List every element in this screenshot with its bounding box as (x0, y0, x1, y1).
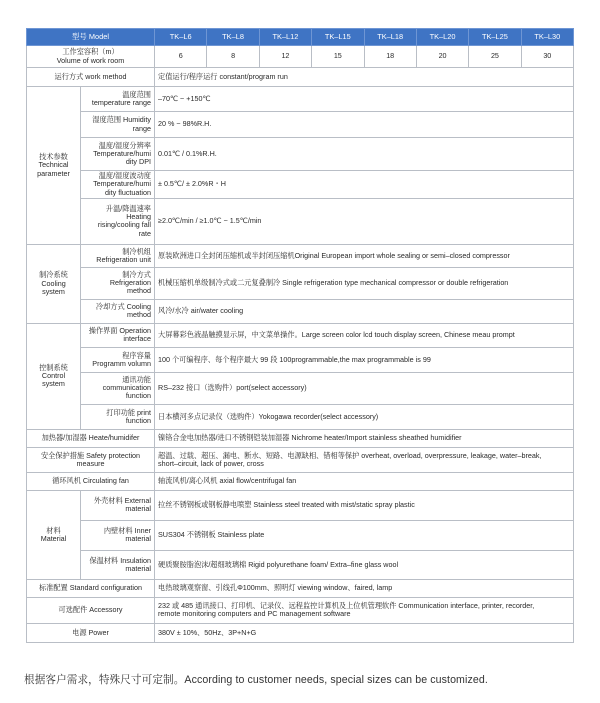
material-row (27, 550, 574, 579)
volume-value-cell: 8 (207, 46, 259, 68)
material-param-value: 拉丝不锈钢板或钢板静电喷塑 Stainless steel treated with mist/static spray plastic (155, 490, 574, 520)
technical-group-label: 技术参数 Technical parameter (27, 87, 81, 245)
volume-value-cell: 20 (416, 46, 468, 68)
optional-value: 232 或 485 通讯接口、打印机、记录仪、远程监控计算机及上位机管理软件 Communication interface, printer, recorder, remote monitoring computers and PC management software (155, 597, 574, 623)
material-row (27, 520, 574, 550)
model-header-cell: TK–L8 (207, 29, 259, 46)
control-param-label: 通讯功能 communication function (81, 372, 155, 404)
model-header-cell: TK–L25 (469, 29, 521, 46)
safety-label: 安全保护措施 Safety protection measure (27, 447, 155, 472)
material-param-value: 硬质聚胺脂泡沫/超细玻璃棉 Rigid polyurethane foam/ Extra–fine glass wool (155, 550, 574, 579)
technical-param-value: 0.01℃ / 0.1%R.H. (155, 138, 574, 171)
volume-value-cell: 6 (155, 46, 207, 68)
technical-row (27, 171, 574, 199)
run-method-row (27, 68, 574, 87)
technical-param-value: 20 % ~ 98%R.H. (155, 112, 574, 138)
customization-footnote: 根据客户需求，特殊尺寸可定制。According to customer needs, special sizes can be customized. (24, 674, 488, 686)
heater-value: 镍铬合金电加热器/进口不锈钢铠装加湿器 Nichrome heater/Import stainless sheathed humidifier (155, 429, 574, 447)
volume-row (27, 46, 574, 68)
safety-value: 超温、过载、超压、漏电、断水、短路、电源缺相、错相等保护 overheat, overload, overpressure, leakage, water–break, short–circuit, lack of power, cross (155, 447, 574, 472)
cooling-param-value: 风冷/水冷 air/water cooling (155, 299, 574, 323)
standard-label: 标准配置 Standard configuration (27, 579, 155, 597)
material-param-value: SUS304 不锈钢板 Stainless plate (155, 520, 574, 550)
cooling-param-label: 冷却方式 Cooling method (81, 299, 155, 323)
cooling-param-label: 制冷机组 Refrigeration unit (81, 244, 155, 267)
model-header-cell: TK–L20 (416, 29, 468, 46)
run-method-value: 定值运行/程序运行 constant/program run (155, 68, 574, 87)
heater-row (27, 429, 574, 447)
technical-param-value: ± 0.5℃/ ± 2.0%R・H (155, 171, 574, 199)
cooling-row (27, 267, 574, 299)
model-header-label: 型号 Model (27, 29, 155, 46)
control-param-value: 日本横河多点记录仪（选购件）Yokogawa recorder(select accessory) (155, 404, 574, 429)
header-row (27, 29, 574, 46)
spec-table (26, 28, 574, 643)
power-label: 电源 Power (27, 623, 155, 642)
power-row (27, 623, 574, 642)
cooling-param-value: 原装欧洲进口全封闭压缩机或半封闭压缩机Original European import whole sealing or semi–closed compressor (155, 244, 574, 267)
optional-row (27, 597, 574, 623)
volume-value-cell: 18 (364, 46, 416, 68)
material-param-label: 内壁材料 Inner material (81, 520, 155, 550)
technical-row (27, 198, 574, 244)
fan-value: 轴流风机/离心风机 axial flow/centrifugal fan (155, 472, 574, 490)
control-param-label: 打印功能 print function (81, 404, 155, 429)
technical-param-label: 温度/湿度波动度 Temperature/humi dity fluctuation (81, 171, 155, 199)
control-row (27, 347, 574, 372)
technical-param-label: 温度范围 temperature range (81, 87, 155, 112)
control-param-label: 程序容量 Programm volumn (81, 347, 155, 372)
fan-row (27, 472, 574, 490)
optional-label: 可选配件 Accessory (27, 597, 155, 623)
control-param-value: 100 个可编程序、每个程序最大 99 段 100programmable,the max programmable is 99 (155, 347, 574, 372)
model-header-cell: TK–L18 (364, 29, 416, 46)
cooling-group-label: 制冷系统 Cooling system (27, 244, 81, 323)
technical-param-value: ≥2.0℃/min / ≥1.0℃ ~ 1.5℃/min (155, 198, 574, 244)
cooling-row (27, 244, 574, 267)
material-param-label: 保温材料 Insulation material (81, 550, 155, 579)
technical-param-label: 湿度范围 Humidity range (81, 112, 155, 138)
volume-value-cell: 15 (312, 46, 364, 68)
technical-param-label: 温度/湿度分辨率 Temperature/humi dity DPI (81, 138, 155, 171)
standard-value: 电热玻璃观察窗、引线孔Φ100mm、照明灯 viewing window、faired, lamp (155, 579, 574, 597)
power-value: 380V ± 10%、50Hz、3P+N+G (155, 623, 574, 642)
control-row (27, 404, 574, 429)
cooling-param-label: 制冷方式 Refrigeration method (81, 267, 155, 299)
control-param-value: 大屏幕彩色液晶触摸显示屏，中文菜单操作。Large screen color lcd touch display screen, Chinese meau prompt (155, 323, 574, 347)
technical-row (27, 87, 574, 112)
model-header-cell: TK–L15 (312, 29, 364, 46)
material-row (27, 490, 574, 520)
control-row (27, 323, 574, 347)
heater-label: 加热器/加湿器 Heate/humidifer (27, 429, 155, 447)
cooling-param-value: 机械压缩机单级制冷式或二元复叠制冷 Single refrigeration type mechanical compressor or double refrigeration (155, 267, 574, 299)
model-header-cell: TK–L12 (259, 29, 311, 46)
control-row (27, 372, 574, 404)
material-param-label: 外壳材料 External material (81, 490, 155, 520)
standard-row (27, 579, 574, 597)
control-param-value: RS–232 接口（选购件）port(select accessory) (155, 372, 574, 404)
volume-value-cell: 30 (521, 46, 573, 68)
control-param-label: 操作界面 Operation interface (81, 323, 155, 347)
technical-row (27, 112, 574, 138)
technical-param-value: –70℃ ~ +150℃ (155, 87, 574, 112)
technical-param-label: 升温/降温速率 Heating rising/cooling fall rate (81, 198, 155, 244)
control-group-label: 控制系统 Control system (27, 323, 81, 429)
safety-row (27, 447, 574, 472)
volume-label: 工作室容积（m） Volume of work room (27, 46, 155, 68)
model-header-cell: TK–L30 (521, 29, 573, 46)
technical-row (27, 138, 574, 171)
cooling-row (27, 299, 574, 323)
run-method-label: 运行方式 work method (27, 68, 155, 87)
volume-value-cell: 25 (469, 46, 521, 68)
material-group-label: 材料 Material (27, 490, 81, 579)
model-header-cell: TK–L6 (155, 29, 207, 46)
volume-value-cell: 12 (259, 46, 311, 68)
fan-label: 循环风机 Circulating fan (27, 472, 155, 490)
